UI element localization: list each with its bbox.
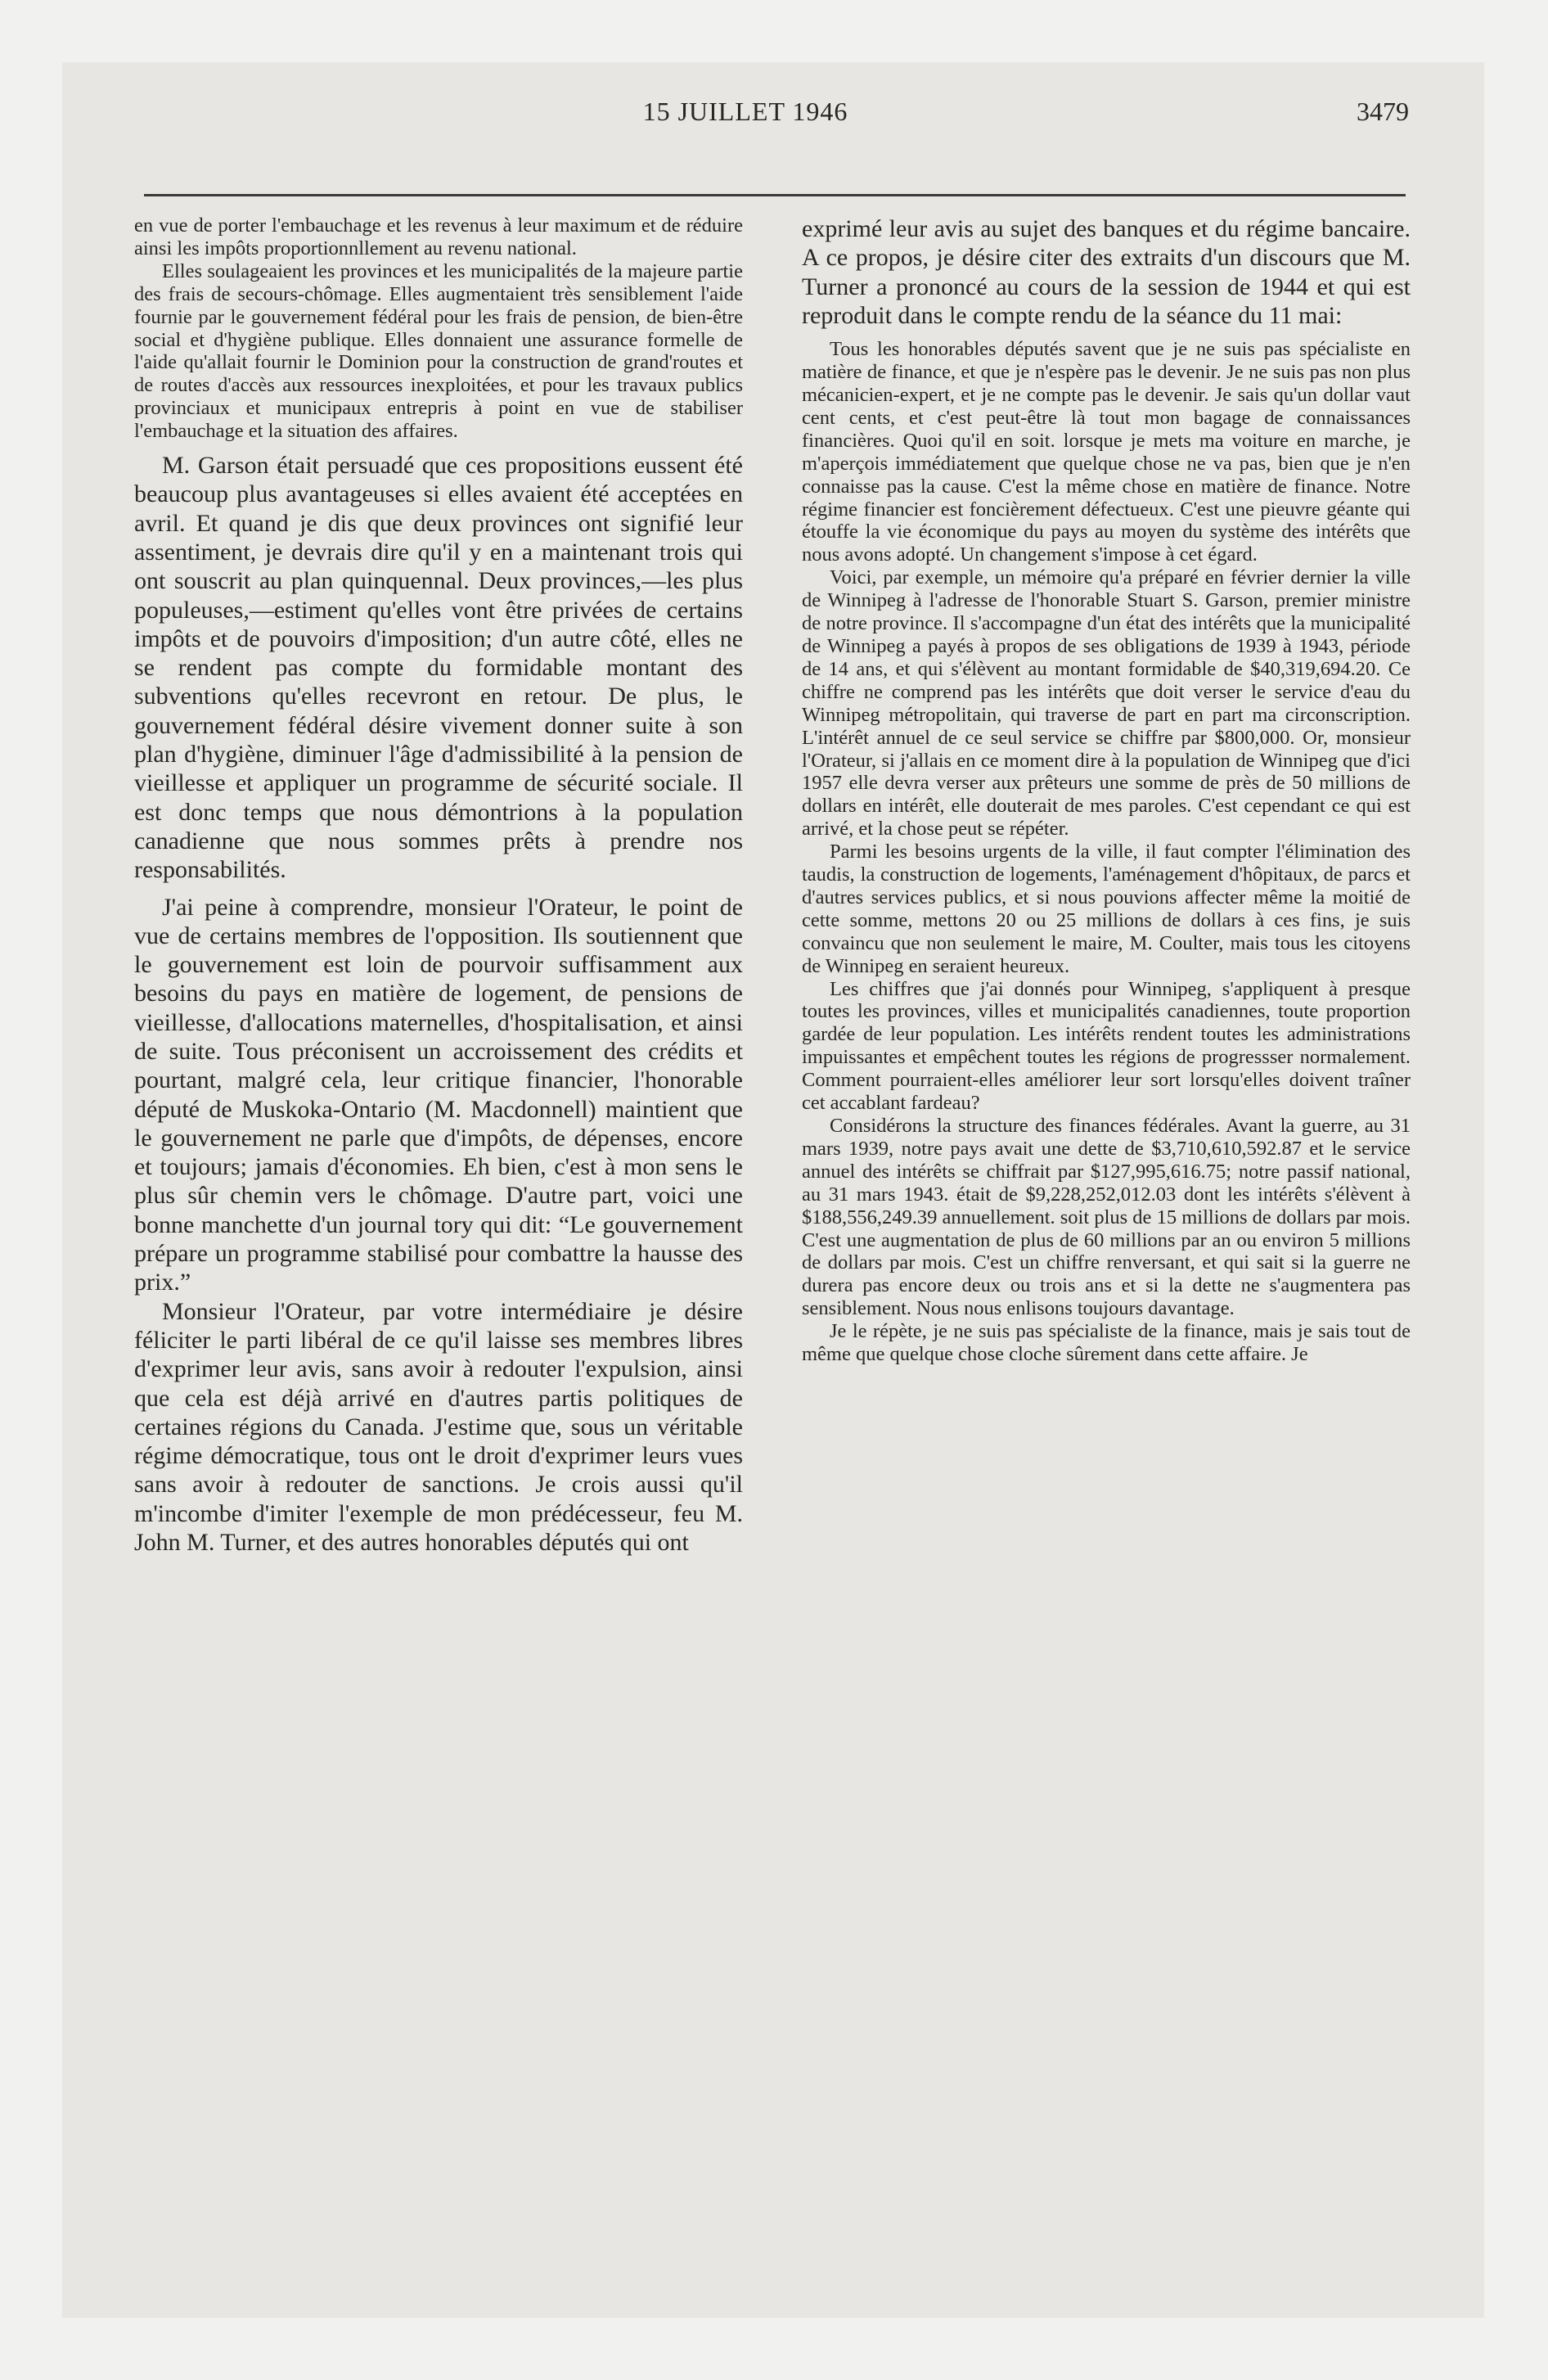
page-number: 3479: [1357, 97, 1409, 126]
paragraph: Monsieur l'Orateur, par votre intermédiaire je désire féliciter le parti libéral de ce qu'il laisse ses membres libres d'exprimer leur avis, sans avoir à redouter l'expulsion, ainsi que cela est déjà arrivé en d'autres partis politiques de certaines régions du Canada. J'estime que, sous un véritable régime démocratique, tous ont le droit d'exprimer leurs vues sans avoir à redouter de sanctions. Je crois aussi qu'il m'incombe d'imiter l'exemple de mon prédécesseur, feu M. John M. Turner, et des autres honorables députés qui ont: [134, 1297, 743, 1557]
paragraph: Les chiffres que j'ai donnés pour Winnipeg, s'appliquent à presque toutes les provinces, villes et municipalités canadiennes, toute proportion gardée de leur population. Les intérêts rendent toutes les administrations impuissantes et empêchent toutes les régions de progressser normalement. Comment pourraient-elles améliorer leur sort lorsqu'elles doivent traîner cet accablant fardeau?: [802, 977, 1411, 1115]
paragraph: Parmi les besoins urgents de la ville, il faut compter l'élimination des taudis, la construction de logements, l'aménagement d'hôpitaux, de parcs et d'autres services publics, et si nous pouvions affecter même la moitié de cette somme, mettons 20 ou 25 millions de dollars à ces fins, je suis convaincu que non seulement le maire, M. Coulter, mais tous les citoyens de Winnipeg en seraient heureux.: [802, 841, 1411, 977]
paragraph: M. Garson était persuadé que ces propositions eussent été beaucoup plus avantageuses si elles avaient été acceptées en avril. Et quand je dis que deux provinces ont signifié leur assentiment, je devrais dire qu'il y en a maintenant trois qui ont souscrit au plan quinquennal. Deux provinces,—les plus populeuses,—estiment qu'elles vont être privées de certains impôts et de pouvoirs d'imposition; d'un autre côté, elles ne se rendent pas compte du formidable montant des subventions qu'elles recevront en retour. De plus, le gouvernement fédéral désire vivement donner suite à son plan d'hygiène, diminuer l'âge d'admissibilité à la pension de vieillesse et appliquer un programme de sécurité sociale. Il est donc temps que nous démontrions à la population canadienne que nous sommes prêts à prendre nos responsabilités.: [134, 452, 743, 884]
page-header: [82, 97, 1409, 146]
header-rule: [144, 194, 1406, 196]
page-date: 15 JUILLET 1946: [642, 97, 848, 126]
quoted-paragraph: Tous les honorables députés savent que je ne suis pas spécialiste en matière de finance, et que je n'espère pas le devenir. Je ne suis pas non plus mécanicien-expert, et je ne compte pas le devenir. Je sais qu'un dollar vaut cent cents, et c'est peut-être là tout mon bagage de connaissances financières. Quoi qu'il en soit. lorsque je mets ma voiture en marche, je m'aperçois immédiatement que quelque chose ne va pas, bien que je n'en connaisse pas la cause. C'est la même chose en matière de finance. Notre régime financier est foncièrement défectueux. C'est une pieuvre géante qui étouffe la vie économique du pays au moyen du système des intérêts que nous avons adopté. Un changement s'impose à cet égard.: [802, 338, 1411, 566]
paragraph: en vue de porter l'embauchage et les revenus à leur maximum et de réduire ainsi les impôts proportionnllement au revenu national.: [134, 214, 743, 259]
paragraph: Voici, par exemple, un mémoire qu'a préparé en février dernier la ville de Winnipeg à l'adresse de l'honorable Stuart S. Garson, premier ministre de notre province. Il s'accompagne d'un état des intérêts que la municipalité de Winnipeg a payés à propos de ses obligations de 1939 à 1943, période de 14 ans, et qui s'élèvent au montant formidable de $40,319,694.20. Ce chiffre ne comprend pas les intérêts que doit verser le service d'eau du Winnipeg métropolitain, qui traverse de part en part ma circonscription. L'intérêt annuel de ce seul service se chiffre par $800,000. Or, monsieur l'Orateur, si j'allais en ce moment dire à la population de Winnipeg que d'ici 1957 elle devra verser aux prêteurs une somme de près de 50 millions de dollars en intérêt, elle douterait de mes paroles. C'est cependant ce qui est arrivé, et la chose peut se répéter.: [802, 566, 1411, 841]
paragraph: exprimé leur avis au sujet des banques et du régime bancaire. A ce propos, je désire citer des extraits d'un discours que M. Turner a prononcé au cours de la session de 1944 et qui est reproduit dans le compte rendu de la séance du 11 mai:: [802, 215, 1411, 329]
paragraph: Je le répète, je ne suis pas spécialiste de la finance, mais je sais tout de même que quelque chose cloche sûrement dans cette affaire. Je: [802, 1320, 1411, 1366]
left-column: [134, 214, 743, 2236]
paragraph: J'ai peine à comprendre, monsieur l'Orateur, le point de vue de certains membres de l'opposition. Ils soutiennent que le gouvernement est loin de pourvoir suffisamment aux besoins du pays en matière de logement, de pensions de vieillesse, d'allocations maternelles, d'hospitalisation, et ainsi de suite. Tous préconisent un accroissement des crédits et pourtant, malgré cela, leur critique financier, l'honorable député de Muskoka-Ontario (M. Macdonnell) maintient que le gouvernement ne parle que d'impôts, de dépenses, encore et toujours; jamais d'économies. Eh bien, c'est à mon sens le plus sûr chemin vers le chômage. D'autre part, voici une bonne manchette d'un journal tory qui dit: “Le gouvernement prépare un programme stabilisé pour combattre la hausse des prix.”: [134, 893, 743, 1296]
paragraph: Considérons la structure des finances fédérales. Avant la guerre, au 31 mars 1939, notre pays avait une dette de $3,710,610,592.87 et le service annuel des intérêts se chiffrait par $127,995,616.75; notre passif national, au 31 mars 1943. était de $9,228,252,012.03 dont les intérêts s'élèvent à $188,556,249.39 annuellement. soit plus de 15 millions de dollars par mois. C'est une augmentation de plus de 60 millions par an ou environ 5 millions de dollars par mois. C'est un chiffre renversant, et qui sait si la guerre ne durera pas encore deux ou trois ans et si la dette ne s'augmentera pas sensiblement. Nous nous enlisons toujours davantage.: [802, 1115, 1411, 1320]
paragraph: Elles soulageaient les provinces et les municipalités de la majeure partie des frais de secours-chômage. Elles augmentaient très sensiblement l'aide fournie par le gouvernement fédéral pour les frais de pension, de bien-être social et d'hygiène publique. Elles donnaient une assurance formelle de l'aide qu'allait fournir le Dominion pour la construction de grand'routes et de routes d'accès aux ressources inexploitées, et pour les travaux publics provinciaux et municipaux entrepris à point en vue de stabiliser l'embauchage et la situation des affaires.: [134, 259, 743, 443]
right-column: [802, 214, 1411, 2236]
